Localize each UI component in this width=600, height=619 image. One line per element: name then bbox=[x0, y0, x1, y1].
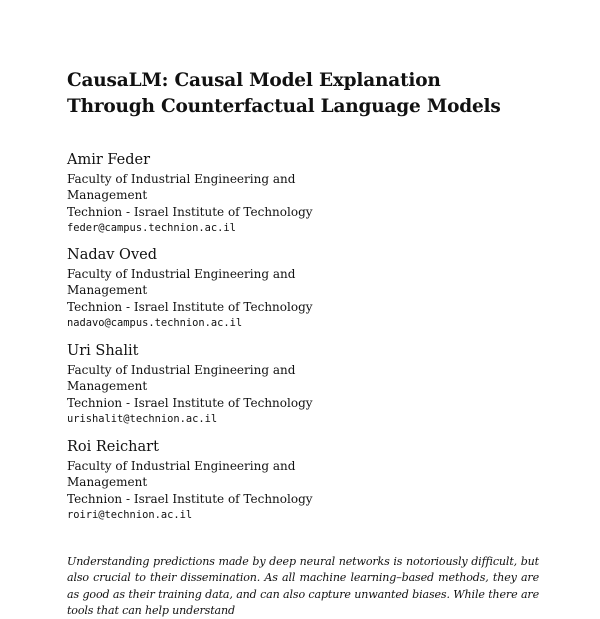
author-email[interactable]: urishalit@technion.ac.il bbox=[67, 412, 218, 425]
author-affiliation: Faculty of Industrial Engineering and bbox=[67, 363, 296, 377]
author-institution: Technion - Israel Institute of Technology bbox=[67, 204, 313, 219]
author-affiliation: Faculty of Industrial Engineering and bbox=[67, 459, 296, 473]
title-line-1: CausaLM: Causal Model Explanation bbox=[67, 70, 441, 91]
author-block bbox=[67, 341, 367, 427]
author-institution: Technion - Israel Institute of Technology bbox=[67, 395, 313, 410]
paper-title bbox=[67, 68, 537, 120]
title-line-2: Through Counterfactual Language Models bbox=[67, 96, 501, 117]
author-name: Roi Reichart bbox=[67, 439, 159, 455]
author-institution: Technion - Israel Institute of Technology bbox=[67, 491, 313, 506]
author-name: Nadav Oved bbox=[67, 247, 158, 263]
author-name: Amir Feder bbox=[67, 152, 151, 168]
author-affiliation-cont: Management bbox=[67, 475, 148, 490]
author-email[interactable]: roiri@technion.ac.il bbox=[67, 508, 193, 521]
author-email[interactable]: feder@campus.technion.ac.il bbox=[67, 221, 236, 234]
author-block bbox=[67, 150, 367, 236]
author-affiliation-cont: Management bbox=[67, 283, 148, 298]
author-affiliation-cont: Management bbox=[67, 379, 148, 394]
author-affiliation-cont: Management bbox=[67, 188, 148, 203]
author-block bbox=[67, 245, 367, 331]
author-institution: Technion - Israel Institute of Technology bbox=[67, 299, 313, 314]
author-name: Uri Shalit bbox=[67, 343, 139, 359]
author-affiliation: Faculty of Industrial Engineering and bbox=[67, 172, 296, 186]
author-block bbox=[67, 437, 367, 523]
author-affiliation: Faculty of Industrial Engineering and bbox=[67, 267, 296, 281]
abstract-text: Understanding predictions made by deep neural networks is notoriously difficult, but also crucial to their dissemination. As all machine learning–based methods, they are as good as their training data, and can also capture unwanted biases. While there are tools that can help understand bbox=[67, 555, 539, 617]
author-email[interactable]: nadavo@campus.technion.ac.il bbox=[67, 316, 243, 329]
